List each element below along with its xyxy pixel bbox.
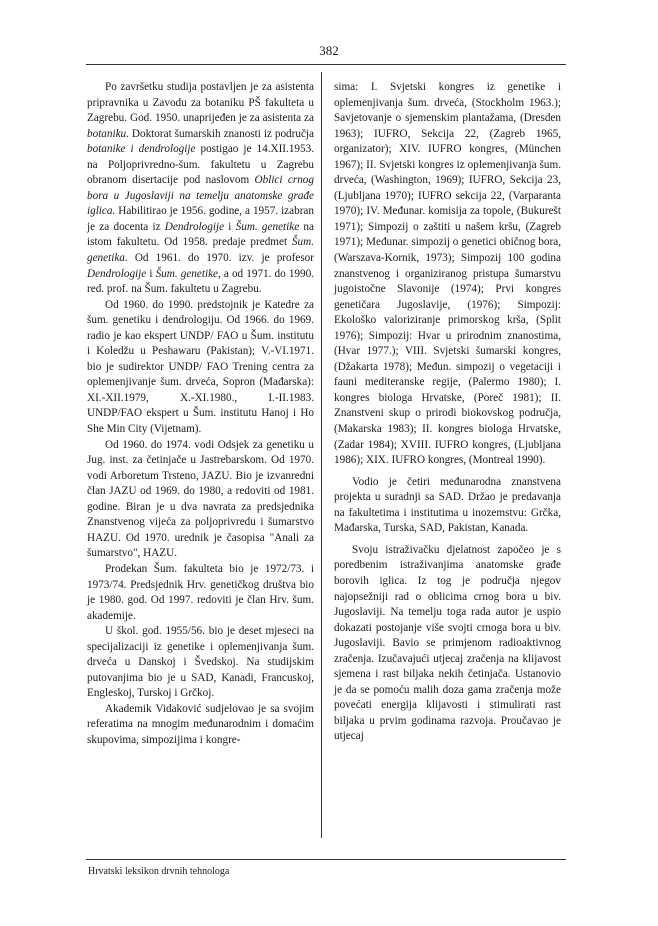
italic-text: Šum. genetike [235, 220, 300, 233]
paragraph [87, 298, 314, 438]
italic-text: botanike i dendrologije [87, 143, 196, 156]
text-run: . Doktorat šumarskih znanosti iz područja [126, 127, 314, 140]
text-run: U škol. god. 1955/56. bio je deset mjeseci na specijalizaciji iz genetike i oplemenjivanja šum. drveća u Danskoj i Švedskoj. Na studijskim putovanjima bio je u SAD, Kanadi, Francuskoj, Engleskoj, Turskoj i Grčkoj. [87, 625, 314, 700]
text-run: i [146, 267, 156, 280]
italic-text: botaniku [87, 127, 127, 140]
text-run: Akademik Vidaković sudjelovao je sa svojim referatima na mnogim međunarodnim i domaćim skupovima, simpozijima i kongre- [87, 702, 314, 746]
text-run: postigao je 14.XII.1953. na Poljoprivredno-šum. fakultetu u Zagrebu obranom disertacije pod naslovom [87, 143, 315, 187]
italic-text: Šum. genetike [155, 267, 218, 280]
text-run: Prodekan Šum. fakulteta bio je 1972/73. i 1973/74. Predsjednik Hrv. genetičkog društva bio je 1980. god. Od 1997. redoviti je član Hrv. šum. akademije. [87, 562, 314, 622]
text-run: i [224, 220, 236, 233]
paragraph [334, 80, 561, 469]
text-run: Svoju istraživačku djelatnost započeo je s poredbenim istraživanjima anatomske građe borovih iglica. Iz tog je područja njegov najopsežniji rad o oblicima crnog bora u biv. Jugoslaviji. Na temelju toga rada autor je uspio dokazati postojanje više svojti crnoga bora u biv. Jugoslaviji. Bavio se primjenom radioaktivnog zračenja. Izučavajući utjecaj zračenja na klijavost sjemena i rast biljaka nekih četinjača. Ustanovio je da se pomoću malih doza gama zračenja može povećati energija klijavosti i stimulirati rast biljaka u prvim godinama razvoja. Proučavao je utjecaj [334, 543, 561, 743]
text-run: Od 1960. do 1990. predstojnik je Katedre za šum. genetiku i dendrologiju. Od 1966. do 1969. radio je kao ekspert UNDP/ FAO u Šum. institutu i Koledžu u Peshawaru (Pakistan); V.-VI.1971. bio je sudirektor UNDP/ FAO Trening centra za oplemenjivanje šum. drveća, Sopron (Mađarska): XI.-XII.1979, X.-XI.1980., I.-II.1983. UNDP/FAO ekspert u Šum. institutu Hanoj i Ho She Min City (Vijetnam). [87, 298, 314, 436]
text-run: sima: I. Svjetski kongres iz genetike i oplemenjivanja šum. drveća, (Stockholm 1963.); Savjetovanje o sjemenskim plantažama, (Dresden 1963); IUFRO, Sekcija 22, (Zagreb 1965, organizator); XIV. IUFRO kongres, (München 1967); II. Svjetski kongres iz oplemenjivanja šum. drveća, (Washington, 1969); IUFRO, Sekcija 23, (Ljubljana 1970); IUFRO sekcija 22, (Varparanta 1970); IV. Međunar. komisija za topole, (Bukurešt 1971); Simpozij o zaštiti u našem kršu, (Zagreb 1971); Međunar. simpozij o genetici običnog bora, (Warszava-Kornik, 1973); Simpozij 100 godina znanstvenog i organiziranog pristupa šumarstvu jugoistočne Slavonije (1974); Prvi kongres genetičara Jugoslavije, (1976); Simpozij: Ekološko valoriziranje primorskog krša, (Split 1976); Simpozij: Hvar u prirodnim znanostima, (Hvar 1977.); VIII. Svjetski šumarski kongres, (Džakarta 1978); Međun. simpozij o vegetaciji i fauni mediteranske regije, (Palermo 1980); I. kongres biologa Hrvatske, (Poreč 1981); II. Znanstveni skup o prirodi biokovskog područja, (Makarska 1983); II. kongres biologa Hrvatske, (Zadar 1984); XVIII. IUFRO kongres, (Ljubljana 1986); XIX. IUFRO kongres, (Montreal 1990). [334, 81, 561, 467]
footer-text: Hrvatski leksikon drvnih tehnologa [88, 866, 230, 877]
paragraph [87, 702, 314, 749]
left-column [87, 80, 314, 749]
paragraph [87, 624, 314, 702]
paragraph [334, 475, 561, 537]
text-run: Habilitirao je 1956. godine, a 1957. izabran je za docenta iz [87, 205, 314, 233]
text-run: na istom fakultetu. Od 1958. predaje predmet [87, 220, 314, 249]
paragraph [87, 438, 314, 562]
right-column [334, 80, 561, 745]
text-run: Vodio je četiri međunarodna znanstvena projekta u suradnji sa SAD. Držao je predavanja na fakultetima i institutima u inozemstvu: Grčka, Mađarska, Turska, SAD, Pakistan, Kanada. [334, 475, 561, 535]
paragraph [87, 562, 314, 624]
text-run: Po završetku studija postavljen je za asistenta pripravnika u Zavodu za botaniku PŠ fakulteta u Zagrebu. God. 1950. unaprijeđen je za asistenta za [87, 81, 314, 125]
paragraph [334, 543, 561, 745]
column-divider [321, 72, 322, 838]
text-run: Od 1960. do 1974. vodi Odsjek za genetiku u Jug. inst. za četinjače u Jastrebarskom. Od 1970. vodi Arboretum Trsteno, JAZU. Bio je izvanredni član JAZU od 1969. do 1980, a redoviti od 1981. godine. Biran je u dva navrata za predsjednika Znanstvenog vijeća za poljoprivredu i šumarstvo HAZU. Od 1970. urednik je časopisa "Anali za šumarstvo", HAZU. [87, 438, 314, 560]
paragraph [87, 80, 314, 298]
text-run: , a od 1971. do 1990. red. prof. na Šum. fakultetu u Zagrebu. [87, 267, 314, 296]
footer-rule [86, 859, 566, 860]
italic-text: Dendrologije [87, 267, 147, 280]
page-number: 382 [319, 43, 339, 58]
text-run: . Od 1961. do 1970. izv. je profesor [124, 252, 314, 265]
italic-text: Šum. genetika [87, 236, 314, 265]
header-rule [86, 64, 566, 65]
italic-text: Oblici crnog bora u Jugoslaviji na temelju anatomske građe iglica. [87, 174, 314, 218]
italic-text: Dendrologije [164, 220, 225, 233]
